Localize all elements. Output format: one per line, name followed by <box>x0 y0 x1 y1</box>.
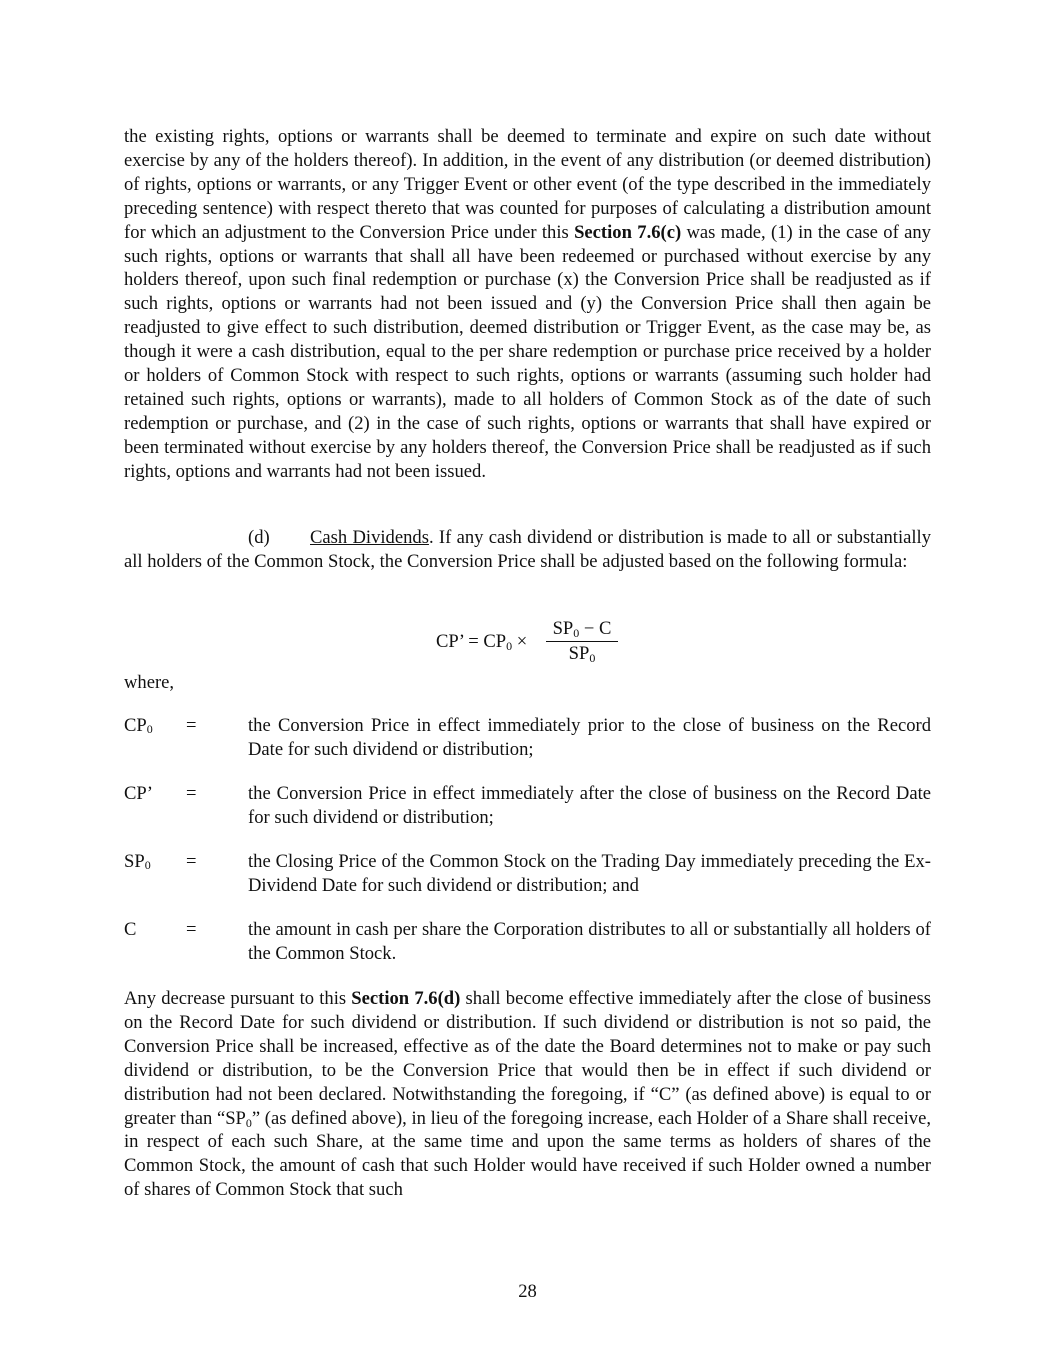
section-reference-7-6-d: Section 7.6(d) <box>351 988 461 1009</box>
numerator-sp: SP <box>552 618 574 639</box>
paragraph-rights-readjustment <box>124 125 931 484</box>
formula-subscript: 0 <box>506 639 513 653</box>
formula-times: × <box>512 631 528 652</box>
paragraph-text: was made, (1) in the case of any such rights, options or warrants that shall all have been redeemed or purchased without exercise by any holders thereof, upon such final redemption or purchase (x) the Conversion Price shall be readjusted as if such rights, options or warrants had not been issued and (y) the Conversion Price shall then again be readjusted to give effect to such distribution, deemed distribution or Trigger Event, as the case may be, as though it were a cash distribution, equal to the per share redemption or purchase price received by a holder or holders of Common Stock with respect to such rights, options or warrants (assuming such holder had retained such rights, options or warrants), made to all holders of Common Stock as of the date of such redemption or purchase, and (2) in the case of such rights, options or warrants that shall have expired or been terminated without exercise by any holders thereof, the Conversion Price shall be readjusted as if such rights, options and warrants had not been issued. <box>124 221 931 482</box>
section-d-heading-suffix: . <box>428 527 434 548</box>
section-d-text: If any cash dividend or distribution is made to all or substantially all holders of the Common Stock, the Conversion Price shall be adjusted based on the following formula: <box>124 527 931 572</box>
definition-description: the Conversion Price in effect immediately prior to the close of business on the Record Date for such dividend or distribution; <box>248 715 931 760</box>
formula-numerator <box>544 617 620 641</box>
paragraph-text: Any decrease pursuant to this <box>124 988 352 1009</box>
definition-equals: = <box>186 919 197 940</box>
definition-term: CP’ <box>124 783 153 804</box>
formula-denominator <box>544 642 620 666</box>
numerator-minus-c: − C <box>579 618 612 639</box>
where-label: where, <box>124 672 175 693</box>
formula-lhs <box>436 631 527 653</box>
definition-description: the Closing Price of the Common Stock on the Trading Day immediately preceding the Ex-Dividend Date for such dividend or distribution; and <box>248 851 931 896</box>
denominator-sp: SP <box>568 643 590 664</box>
definition-equals: = <box>186 851 197 872</box>
definition-description: the amount in cash per share the Corporation distributes to all or substantially all holders of the Common Stock. <box>248 919 931 964</box>
formula-fraction <box>544 617 620 666</box>
conversion-price-formula <box>124 617 931 673</box>
section-d-cash-dividends <box>124 526 931 574</box>
page-number: 28 <box>518 1281 537 1302</box>
section-d-heading: Cash Dividends <box>310 527 429 548</box>
paragraph-text: ” (as defined above), in lieu of the foregoing increase, each Holder of a Share shall receive, in respect of each such Share, at the same time and upon the same terms as holders of shares of the Common Stock, the amount of cash that such Holder would have received if such Holder owned a number of shares of Common Stock that such <box>124 1107 931 1201</box>
definition-equals: = <box>186 715 197 736</box>
paragraph-text: shall become effective immediately after the close of business on the Record Date for such dividend or distribution. If such dividend or distribution is not so paid, the Conversion Price shall be increased, effective as of the date the Board determines not to make or pay such dividend or distribution, to be the Conversion Price that would then be in effect if such dividend or distribution had not been declared. Notwithstanding the foregoing, if “C” (as defined above) is equal to or greater than “SP <box>124 988 931 1129</box>
definition-term: C <box>124 919 137 940</box>
formula-lhs-text: CP’ = CP <box>436 631 507 652</box>
sp-subscript: 0 <box>245 1115 252 1130</box>
definition-term: $CP_0$ <box>124 715 153 736</box>
definition-term: $SP_0$ <box>124 851 151 872</box>
paragraph-decrease-effective <box>124 987 931 1202</box>
paragraph-text: the existing rights, options or warrants shall be deemed to terminate and expire on such date without exercise by any of the holders thereof). In addition, in the event of any distribution (or deemed distribution) of rights, options or warrants, or any Trigger Event or other event (of the type described in the immediately preceding sentence) with respect thereto that was counted for purposes of calculating a distribution amount for which an adjustment to the Conversion Price under this <box>124 126 931 243</box>
definition-description: the Conversion Price in effect immediately after the close of business on the Record Date for such dividend or distribution; <box>248 783 931 828</box>
definition-equals: = <box>186 783 197 804</box>
denominator-subscript: 0 <box>589 651 596 665</box>
section-d-label: (d) <box>248 527 270 548</box>
numerator-subscript: 0 <box>573 626 580 640</box>
section-reference-7-6-c: Section 7.6(c) <box>574 221 682 243</box>
